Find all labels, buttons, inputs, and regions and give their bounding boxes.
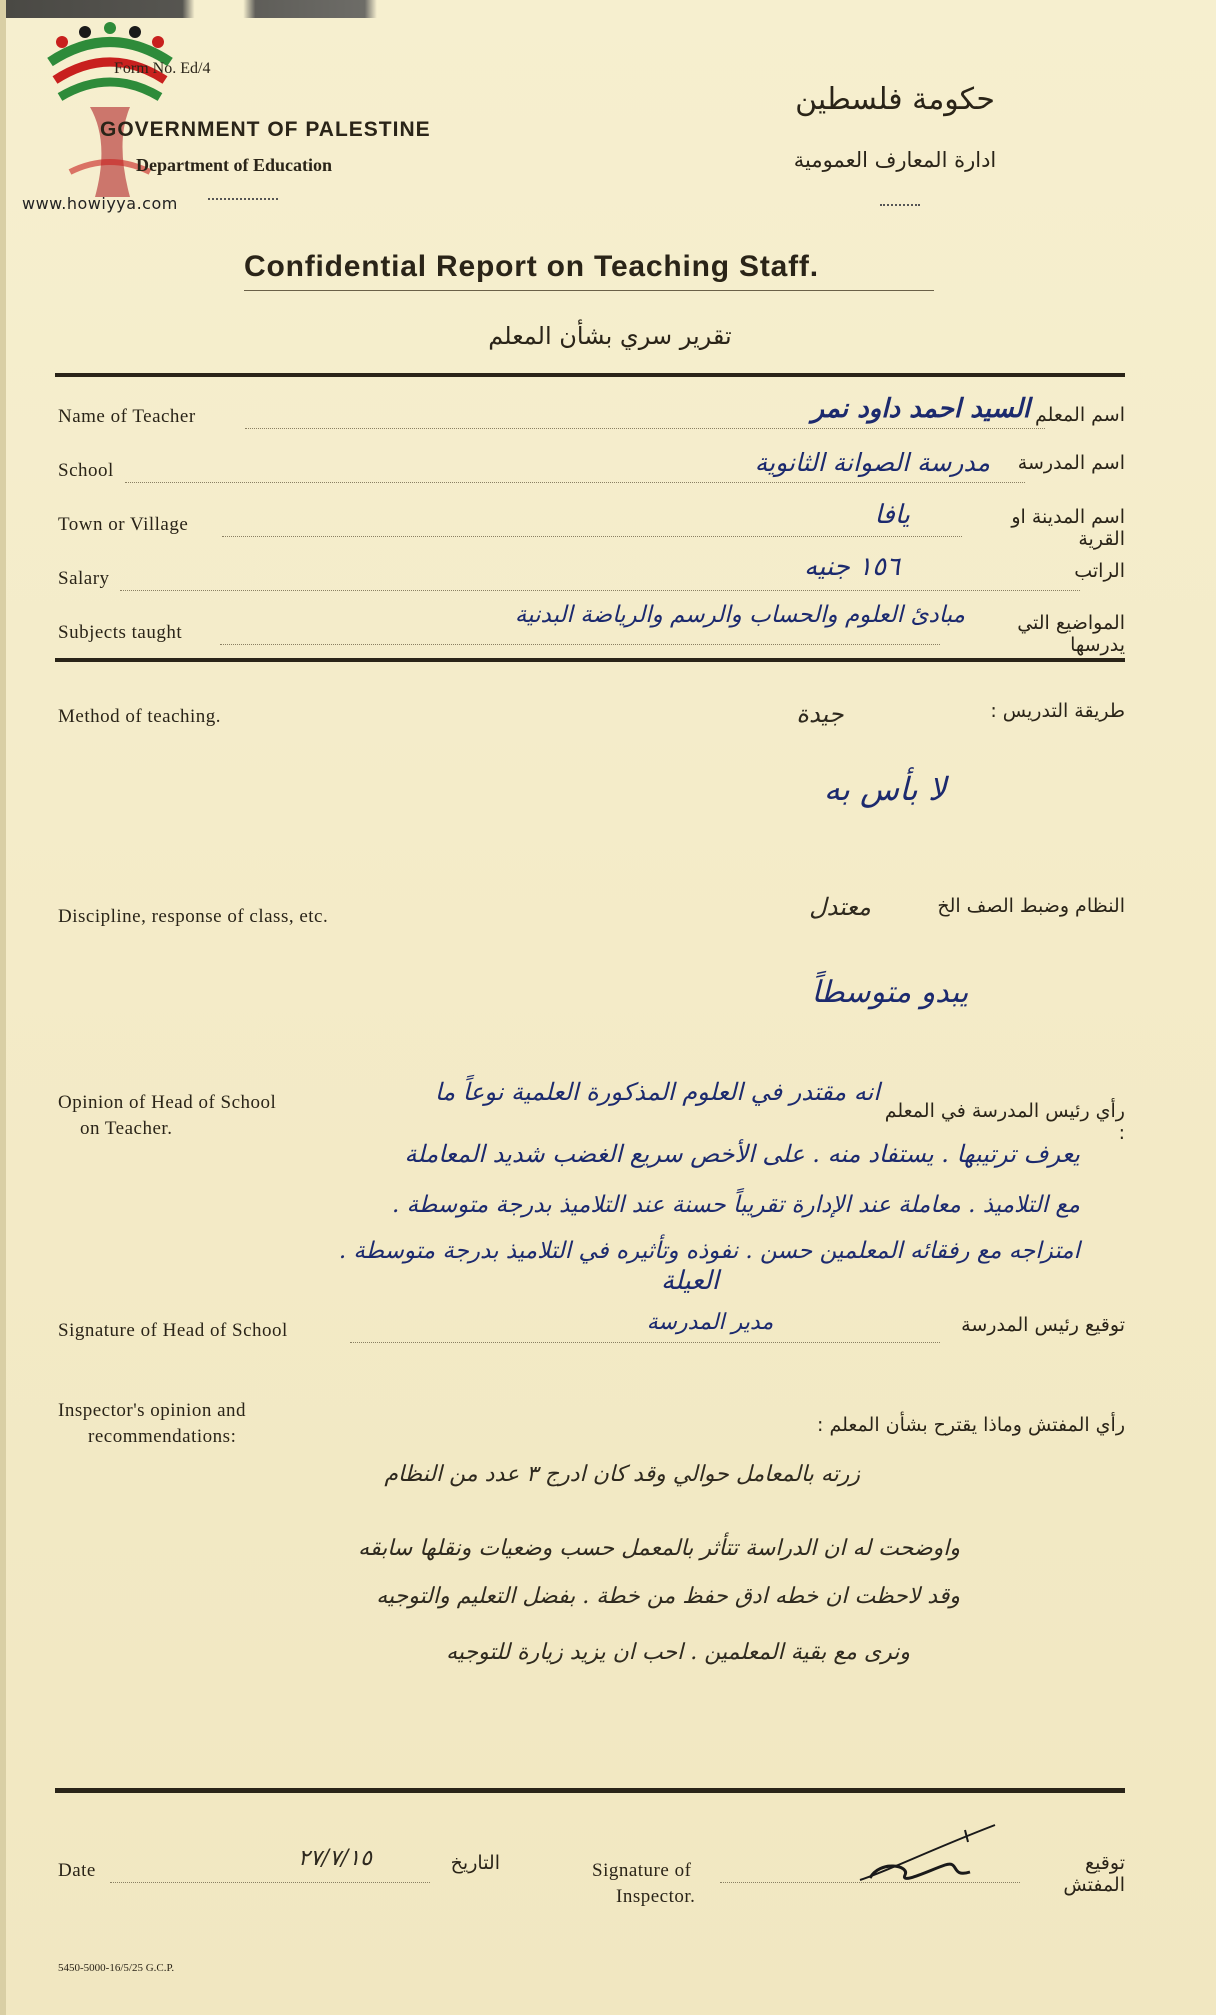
discipline-label-en: Discipline, response of class, etc. (58, 906, 329, 927)
handwritten-line: واوضحت له ان الدراسة تتأثر بالمعمل حسب وضعيات ونقلها سابقه (358, 1536, 960, 1561)
field-dots (120, 590, 1080, 591)
department-title-en: Department of Education (136, 155, 332, 175)
method-note: لا بأس به (823, 770, 947, 808)
field-dots (125, 482, 1025, 483)
handwritten-line: ونرى مع بقية المعلمين . احب ان يزيد زيارة للتوجيه (446, 1640, 910, 1665)
inspector-label-en-1: Inspector's opinion and (58, 1400, 247, 1421)
watermark-url: www.howiyya.com (22, 194, 178, 213)
form-number: Form No. Ed/4 (114, 60, 211, 77)
field-dots (220, 644, 940, 645)
discipline-label-ar: النظام وضبط الصف الخ (937, 895, 1125, 917)
field-value: مدرسة الصوانة الثانوية (754, 448, 990, 477)
discipline-value: معتدل (809, 893, 871, 921)
government-title-ar: حكومة فلسطين (795, 82, 995, 117)
paper-edge (0, 0, 6, 2015)
handwritten-line: مع التلاميذ . معاملة عند الإدارة تقريباً حسنة عند التلاميذ بدرجة متوسطة . (392, 1192, 1080, 1218)
government-title-en: GOVERNMENT OF PALESTINE (100, 118, 431, 141)
inspector-label-en-2: recommendations: (88, 1426, 237, 1447)
method-label-en: Method of teaching. (58, 706, 222, 727)
inspector-signature-label-ar: توقيع المفتش (1063, 1852, 1125, 1896)
handwritten-line: يعرف ترتيبها . يستفاد منه . على الأخص سريع الغضب شديد المعاملة (404, 1140, 1080, 1168)
header-rule-right (880, 204, 920, 206)
field-label-ar: اسم المدينة او القرية (1011, 506, 1125, 550)
field-label-en: Name of Teacher (58, 406, 196, 427)
field-label-en: Town or Village (58, 514, 189, 535)
torn-top-edge (0, 0, 1216, 18)
inspector-signature-label-en-2: Inspector. (616, 1886, 696, 1907)
field-value: مبادئ العلوم والحساب والرسم والرياضة البدنية (514, 602, 965, 628)
title-underline (244, 290, 934, 291)
head-opinion-label-en-1: Opinion of Head of School (58, 1092, 277, 1113)
header-rule-left (208, 198, 278, 200)
field-label-ar: اسم المدرسة (1017, 452, 1125, 474)
date-dots (110, 1882, 430, 1883)
field-label-ar: الراتب (1074, 560, 1125, 582)
report-title-ar: تقرير سري بشأن المعلم (488, 322, 732, 350)
field-dots (222, 536, 962, 537)
date-value: ٢٧/٧/١٥ (298, 1846, 372, 1871)
discipline-note: يبدو متوسطاً (811, 975, 969, 1010)
handwritten-line: امتزاجه مع رفقائه المعلمين حسن . نفوذه وتأثيره في التلاميذ بدرجة متوسطة . (338, 1238, 1080, 1264)
head-signature-mark: العيلة (660, 1266, 720, 1296)
field-value: السيد احمد داود نمر (811, 394, 1030, 424)
handwritten-line: انه مقتدر في العلوم المذكورة العلمية نوعاً ما (434, 1078, 880, 1106)
inspector-signature-label-en-1: Signature of (592, 1860, 692, 1881)
signature-dots (350, 1342, 940, 1343)
section-rule-middle (55, 658, 1125, 662)
inspector-label-ar: رأي المفتش وماذا يقترح بشأن المعلم : (817, 1414, 1125, 1436)
department-title-ar: ادارة المعارف العمومية (793, 148, 997, 172)
field-label-ar: اسم المعلم (1034, 404, 1125, 426)
printer-code: 5450-5000-16/5/25 G.C.P. (58, 1962, 175, 1974)
head-signature-label-ar: توقيع رئيس المدرسة (961, 1314, 1125, 1336)
field-label-en: Subjects taught (58, 622, 183, 643)
head-signature-label-en: Signature of Head of School (58, 1320, 288, 1341)
section-rule-top (55, 373, 1125, 377)
section-rule-bottom (55, 1788, 1125, 1793)
report-title-en: Confidential Report on Teaching Staff. (244, 250, 819, 283)
field-label-en: School (58, 460, 114, 481)
field-label-ar: المواضيع التي يدرسها (1017, 612, 1125, 656)
handwritten-line: زرته بالمعامل حوالي وقد كان ادرج ٣ عدد من النظام (384, 1462, 860, 1487)
head-signature-title: مدير المدرسة (646, 1310, 774, 1335)
method-label-ar: طريقة التدريس : (990, 700, 1125, 722)
field-value: يافا (874, 500, 910, 530)
date-label-en: Date (58, 1860, 96, 1881)
handwritten-line: وقد لاحظت ان خطه ادق حفظ من خطة . بفضل التعليم والتوجيه (376, 1584, 960, 1609)
date-label-ar: التاريخ (450, 1852, 500, 1874)
method-value: جيدة (796, 700, 844, 728)
field-dots (245, 428, 1045, 429)
field-label-en: Salary (58, 568, 110, 589)
head-opinion-label-en-2: on Teacher. (80, 1118, 173, 1139)
head-opinion-label-ar: رأي رئيس المدرسة في المعلم : (884, 1100, 1125, 1144)
inspector-signature-mark (850, 1820, 1010, 1890)
field-value: ١٥٦ جنيه (804, 552, 900, 582)
